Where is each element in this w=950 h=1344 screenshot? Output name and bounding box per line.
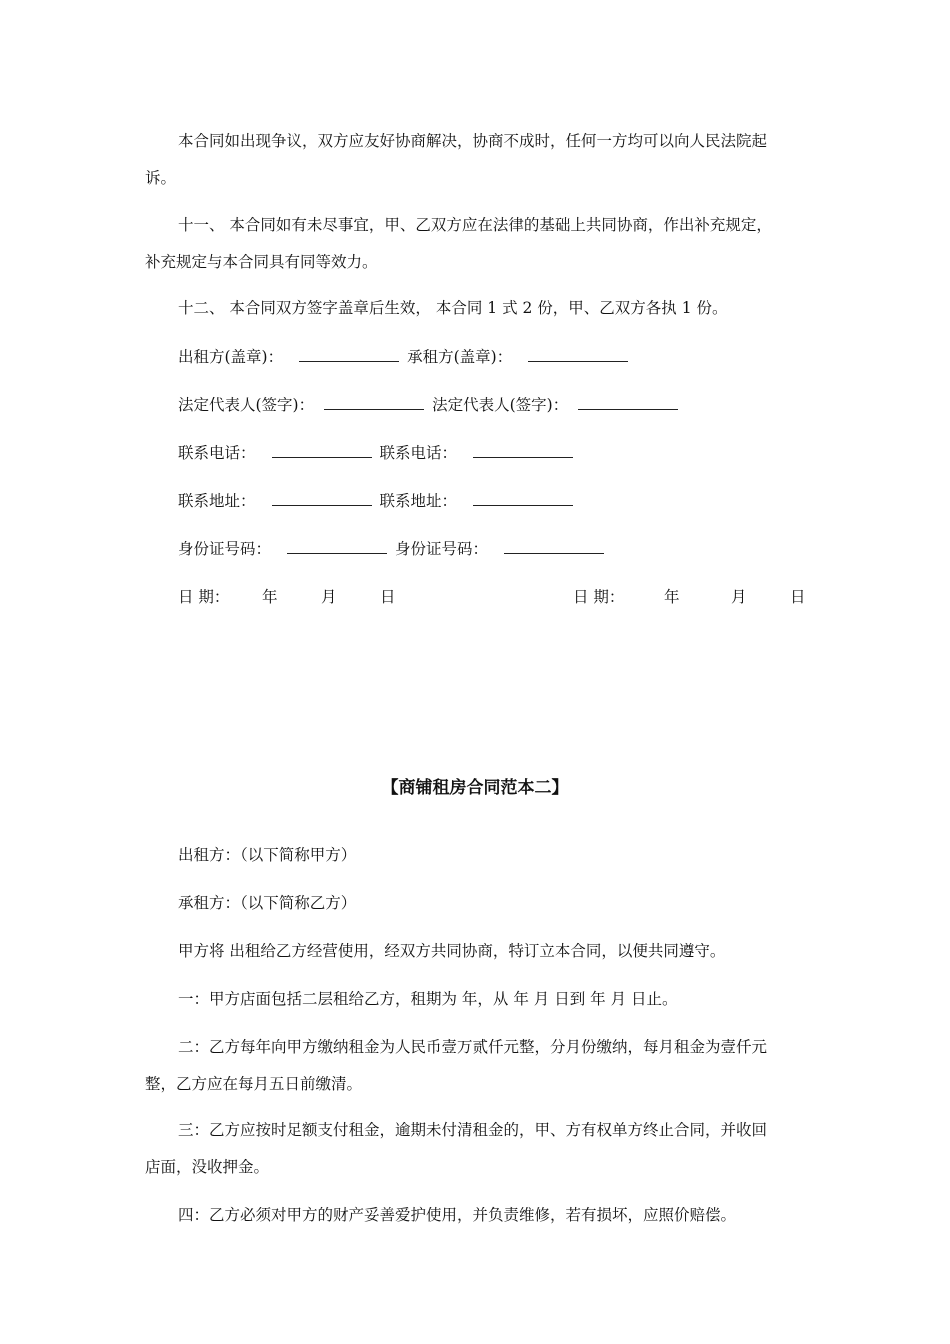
dispute-clause-line1: 本合同如出现争议，双方应友好协商解决，协商不成时，任何一方均可以向人民法院起 xyxy=(178,132,768,150)
article-4: 四：乙方必须对甲方的财产妥善爱护使用，并负责维修，若有损坏，应照价赔偿。 xyxy=(178,1206,737,1224)
lessor-seal-blank[interactable] xyxy=(299,347,399,362)
addr-b-label: 联系地址： xyxy=(379,492,458,510)
phone-b-label: 联系电话： xyxy=(379,444,458,462)
date-b-day: 日 xyxy=(790,588,806,606)
rep-a-label: 法定代表人(签字)： xyxy=(178,396,315,414)
addr-b-blank[interactable] xyxy=(473,491,573,506)
lessee-seal-label: 承租方(盖章)： xyxy=(407,348,513,366)
article-2-line2: 整，乙方应在每月五日前缴清。 xyxy=(145,1075,363,1093)
lessee-seal-blank[interactable] xyxy=(528,347,628,362)
id-a-blank[interactable] xyxy=(287,539,387,554)
article-2-line1: 二：乙方每年向甲方缴纳租金为人民币壹万贰仟元整，分月份缴纳，每月租金为壹仟元 xyxy=(178,1038,768,1056)
addr-a-label: 联系地址： xyxy=(178,492,256,510)
phone-row xyxy=(178,443,581,463)
phone-a-blank[interactable] xyxy=(272,443,372,458)
rep-b-label: 法定代表人(签字)： xyxy=(432,396,569,414)
template-2-title: 【商铺租房合同范本二】 xyxy=(381,778,569,798)
lessor-line: 出租方：（以下简称甲方） xyxy=(178,846,357,864)
date-b-month: 月 xyxy=(731,588,747,606)
date-a-year: 年 xyxy=(262,588,278,606)
clause-11-line1: 十一、 本合同如有未尽事宜，甲、乙双方应在法律的基础上共同协商，作出补充规定， xyxy=(178,216,772,234)
rep-a-blank[interactable] xyxy=(324,395,424,410)
clause-12: 十二、 本合同双方签字盖章后生效， 本合同 1 式 2 份，甲、乙双方各执 1 份。 xyxy=(178,299,728,317)
date-a-day: 日 xyxy=(380,588,396,606)
address-row xyxy=(178,491,581,511)
date-b-label: 日 期： xyxy=(573,588,625,606)
article-3-line2: 店面，没收押金。 xyxy=(145,1158,270,1176)
lessor-seal-label: 出租方(盖章)： xyxy=(178,348,284,366)
addr-a-blank[interactable] xyxy=(272,491,372,506)
date-b-year: 年 xyxy=(664,588,680,606)
id-b-blank[interactable] xyxy=(504,539,604,554)
id-b-label: 身份证号码： xyxy=(395,540,489,558)
id-a-label: 身份证号码： xyxy=(178,540,272,558)
intro-line: 甲方将 出租给乙方经营使用，经双方共同协商，特订立本合同，以便共同遵守。 xyxy=(178,942,726,960)
article-1: 一：甲方店面包括二层租给乙方，租期为 年，从 年 月 日到 年 月 日止。 xyxy=(178,990,678,1008)
phone-a-label: 联系电话： xyxy=(178,444,256,462)
rep-b-blank[interactable] xyxy=(578,395,678,410)
phone-b-blank[interactable] xyxy=(473,443,573,458)
representative-row xyxy=(178,395,686,415)
dispute-clause-line2: 诉。 xyxy=(145,169,177,187)
date-a-month: 月 xyxy=(321,588,337,606)
lessee-line: 承租方：（以下简称乙方） xyxy=(178,894,357,912)
clause-11-line2: 补充规定与本合同具有同等效力。 xyxy=(145,253,378,271)
id-row xyxy=(178,539,612,559)
seal-row xyxy=(178,347,636,367)
date-a-label: 日 期： xyxy=(178,588,230,606)
article-3-line1: 三：乙方应按时足额支付租金，逾期未付清租金的，甲、方有权单方终止合同，并收回 xyxy=(178,1121,768,1139)
